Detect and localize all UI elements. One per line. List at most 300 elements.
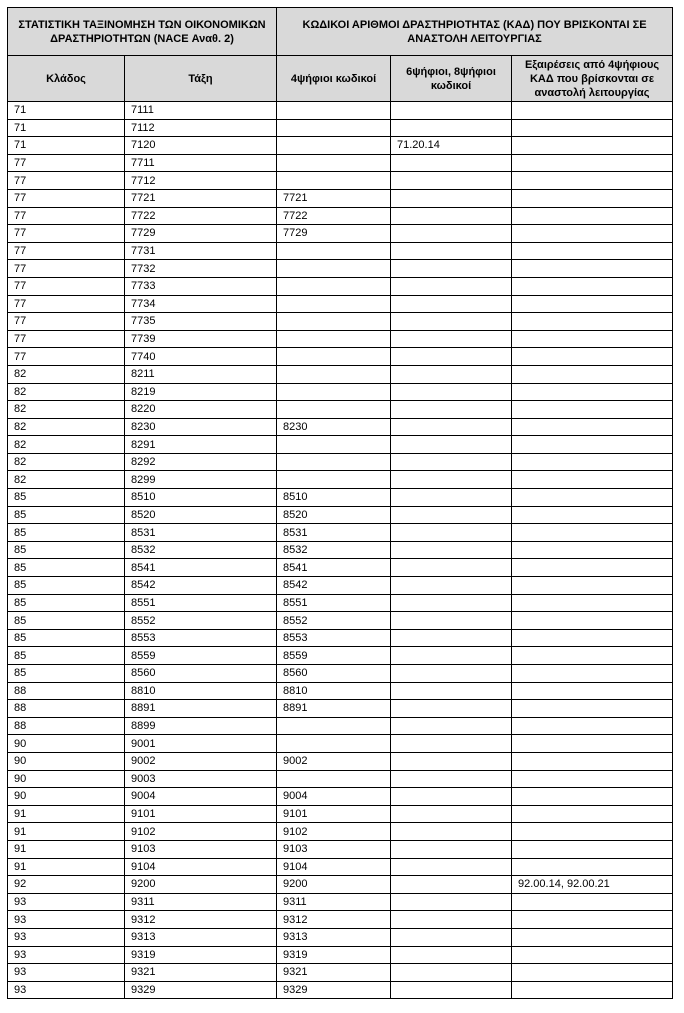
table-row (8, 102, 673, 120)
table-row (8, 752, 673, 770)
table-row (8, 260, 673, 278)
cell-6-8digit (391, 189, 512, 207)
cell-exceptions (512, 893, 673, 911)
cell-klados: 91 (8, 823, 125, 841)
table-row (8, 207, 673, 225)
cell-4digit: 8542 (277, 577, 391, 595)
cell-4digit: 9319 (277, 946, 391, 964)
cell-klados: 88 (8, 717, 125, 735)
table-row (8, 119, 673, 137)
cell-taxi: 8810 (125, 682, 277, 700)
cell-4digit: 9002 (277, 752, 391, 770)
table-row (8, 172, 673, 190)
cell-klados: 85 (8, 506, 125, 524)
table-row (8, 770, 673, 788)
cell-exceptions (512, 172, 673, 190)
cell-klados: 85 (8, 665, 125, 683)
cell-taxi: 8559 (125, 647, 277, 665)
cell-taxi: 7731 (125, 242, 277, 260)
table-row (8, 137, 673, 155)
cell-exceptions (512, 436, 673, 454)
cell-6-8digit (391, 788, 512, 806)
cell-taxi: 8891 (125, 700, 277, 718)
cell-exceptions (512, 453, 673, 471)
cell-exceptions (512, 805, 673, 823)
table-row (8, 365, 673, 383)
cell-6-8digit (391, 207, 512, 225)
table-row (8, 858, 673, 876)
cell-exceptions (512, 647, 673, 665)
table-row (8, 154, 673, 172)
cell-taxi: 9312 (125, 911, 277, 929)
cell-exceptions (512, 823, 673, 841)
cell-exceptions (512, 700, 673, 718)
cell-klados: 93 (8, 946, 125, 964)
cell-4digit: 9101 (277, 805, 391, 823)
cell-6-8digit (391, 752, 512, 770)
table-row (8, 436, 673, 454)
cell-klados: 85 (8, 612, 125, 630)
cell-6-8digit (391, 119, 512, 137)
cell-4digit: 9104 (277, 858, 391, 876)
cell-klados: 90 (8, 735, 125, 753)
cell-exceptions (512, 225, 673, 243)
cell-taxi: 7740 (125, 348, 277, 366)
cell-klados: 77 (8, 154, 125, 172)
cell-6-8digit (391, 471, 512, 489)
table-row (8, 506, 673, 524)
cell-taxi: 9001 (125, 735, 277, 753)
cell-4digit (277, 260, 391, 278)
cell-taxi: 7722 (125, 207, 277, 225)
cell-taxi: 9002 (125, 752, 277, 770)
table-row (8, 612, 673, 630)
cell-taxi: 9321 (125, 964, 277, 982)
cell-exceptions (512, 770, 673, 788)
table-row (8, 577, 673, 595)
cell-exceptions (512, 541, 673, 559)
cell-6-8digit (391, 330, 512, 348)
cell-exceptions (512, 189, 673, 207)
cell-exceptions (512, 471, 673, 489)
cell-4digit: 9103 (277, 840, 391, 858)
cell-exceptions (512, 313, 673, 331)
cell-4digit: 8810 (277, 682, 391, 700)
cell-taxi: 7711 (125, 154, 277, 172)
cell-6-8digit (391, 700, 512, 718)
cell-klados: 77 (8, 172, 125, 190)
cell-taxi: 8510 (125, 489, 277, 507)
cell-klados: 93 (8, 893, 125, 911)
cell-klados: 91 (8, 840, 125, 858)
table-row (8, 647, 673, 665)
cell-taxi: 8552 (125, 612, 277, 630)
column-header-klados: Κλάδος (8, 56, 125, 102)
cell-4digit (277, 770, 391, 788)
cell-taxi: 8520 (125, 506, 277, 524)
cell-taxi: 7732 (125, 260, 277, 278)
cell-4digit (277, 717, 391, 735)
cell-6-8digit (391, 964, 512, 982)
cell-klados: 85 (8, 594, 125, 612)
cell-klados: 91 (8, 805, 125, 823)
cell-6-8digit (391, 453, 512, 471)
cell-6-8digit (391, 665, 512, 683)
cell-klados: 77 (8, 348, 125, 366)
cell-taxi: 8553 (125, 629, 277, 647)
cell-taxi: 8899 (125, 717, 277, 735)
cell-klados: 77 (8, 260, 125, 278)
cell-exceptions (512, 577, 673, 595)
cell-4digit (277, 365, 391, 383)
cell-klados: 82 (8, 453, 125, 471)
cell-klados: 88 (8, 700, 125, 718)
cell-6-8digit (391, 365, 512, 383)
cell-4digit (277, 453, 391, 471)
cell-4digit: 9313 (277, 928, 391, 946)
table-row (8, 453, 673, 471)
cell-taxi: 9101 (125, 805, 277, 823)
cell-klados: 85 (8, 577, 125, 595)
table-row (8, 471, 673, 489)
cell-klados: 85 (8, 489, 125, 507)
cell-6-8digit (391, 541, 512, 559)
cell-klados: 90 (8, 752, 125, 770)
cell-exceptions (512, 594, 673, 612)
cell-exceptions (512, 612, 673, 630)
cell-4digit: 9102 (277, 823, 391, 841)
cell-6-8digit (391, 735, 512, 753)
cell-4digit: 9200 (277, 876, 391, 894)
cell-exceptions (512, 629, 673, 647)
cell-taxi: 8299 (125, 471, 277, 489)
cell-4digit: 8532 (277, 541, 391, 559)
cell-taxi: 7111 (125, 102, 277, 120)
cell-klados: 77 (8, 207, 125, 225)
cell-taxi: 7721 (125, 189, 277, 207)
cell-4digit (277, 383, 391, 401)
cell-klados: 82 (8, 383, 125, 401)
cell-6-8digit (391, 225, 512, 243)
cell-6-8digit (391, 946, 512, 964)
cell-exceptions (512, 964, 673, 982)
table-row (8, 330, 673, 348)
cell-taxi: 8541 (125, 559, 277, 577)
cell-6-8digit (391, 242, 512, 260)
cell-4digit (277, 277, 391, 295)
cell-6-8digit (391, 348, 512, 366)
cell-taxi: 9313 (125, 928, 277, 946)
cell-taxi: 8542 (125, 577, 277, 595)
cell-4digit (277, 436, 391, 454)
cell-6-8digit (391, 928, 512, 946)
table-row (8, 788, 673, 806)
cell-exceptions (512, 330, 673, 348)
cell-exceptions (512, 242, 673, 260)
cell-exceptions (512, 524, 673, 542)
table-row (8, 717, 673, 735)
cell-taxi: 8560 (125, 665, 277, 683)
cell-4digit: 9312 (277, 911, 391, 929)
table-row (8, 735, 673, 753)
table-row (8, 242, 673, 260)
cell-klados: 85 (8, 541, 125, 559)
cell-6-8digit (391, 418, 512, 436)
cell-exceptions (512, 260, 673, 278)
cell-exceptions (512, 928, 673, 946)
cell-exceptions (512, 506, 673, 524)
cell-6-8digit (391, 823, 512, 841)
table-row (8, 682, 673, 700)
cell-taxi: 8531 (125, 524, 277, 542)
cell-4digit (277, 295, 391, 313)
table-row (8, 805, 673, 823)
cell-4digit (277, 154, 391, 172)
nace-classification-header: ΣΤΑΤΙΣΤΙΚΗ ΤΑΞΙΝΟΜΗΣΗ ΤΩΝ ΟΙΚΟΝΟΜΙΚΩΝ ΔΡΑΣΤΗΡΙΟΤΗΤΩΝ (NACE Αναθ. 2) (8, 8, 277, 56)
cell-taxi: 8219 (125, 383, 277, 401)
cell-taxi: 9311 (125, 893, 277, 911)
cell-6-8digit (391, 172, 512, 190)
table-row (8, 189, 673, 207)
cell-6-8digit (391, 981, 512, 999)
table-row (8, 559, 673, 577)
cell-exceptions (512, 911, 673, 929)
cell-taxi: 7120 (125, 137, 277, 155)
cell-6-8digit (391, 489, 512, 507)
cell-4digit (277, 401, 391, 419)
cell-6-8digit (391, 858, 512, 876)
cell-6-8digit (391, 295, 512, 313)
cell-exceptions (512, 365, 673, 383)
kad-suspended-header: ΚΩΔΙΚΟΙ ΑΡΙΘΜΟΙ ΔΡΑΣΤΗΡΙΟΤΗΤΑΣ (ΚΑΔ) ΠΟΥ ΒΡΙΣΚΟΝΤΑΙ ΣΕ ΑΝΑΣΤΟΛΗ ΛΕΙΤΟΥΡΓΙΑΣ (277, 8, 673, 56)
cell-6-8digit (391, 893, 512, 911)
cell-klados: 77 (8, 313, 125, 331)
cell-4digit: 7729 (277, 225, 391, 243)
cell-4digit: 8553 (277, 629, 391, 647)
cell-6-8digit (391, 629, 512, 647)
cell-taxi: 8211 (125, 365, 277, 383)
cell-6-8digit (391, 401, 512, 419)
column-header-taxi: Τάξη (125, 56, 277, 102)
cell-klados: 71 (8, 137, 125, 155)
cell-4digit: 9321 (277, 964, 391, 982)
cell-taxi: 8291 (125, 436, 277, 454)
cell-6-8digit (391, 717, 512, 735)
cell-exceptions (512, 418, 673, 436)
cell-6-8digit (391, 260, 512, 278)
cell-exceptions (512, 489, 673, 507)
cell-klados: 82 (8, 418, 125, 436)
cell-4digit: 8891 (277, 700, 391, 718)
cell-exceptions (512, 665, 673, 683)
cell-taxi: 7733 (125, 277, 277, 295)
cell-klados: 82 (8, 471, 125, 489)
table-row (8, 665, 673, 683)
cell-6-8digit (391, 524, 512, 542)
table-row (8, 928, 673, 946)
cell-klados: 71 (8, 102, 125, 120)
cell-4digit: 8541 (277, 559, 391, 577)
cell-4digit: 8520 (277, 506, 391, 524)
column-header-6-8digit: 6ψήφιοι, 8ψήφιοι κωδικοί (391, 56, 512, 102)
cell-exceptions (512, 154, 673, 172)
cell-klados: 77 (8, 242, 125, 260)
cell-4digit (277, 735, 391, 753)
cell-exceptions (512, 102, 673, 120)
cell-4digit: 8510 (277, 489, 391, 507)
cell-exceptions (512, 717, 673, 735)
cell-klados: 85 (8, 559, 125, 577)
cell-6-8digit (391, 102, 512, 120)
table-row (8, 489, 673, 507)
cell-4digit: 9311 (277, 893, 391, 911)
table-row (8, 981, 673, 999)
cell-6-8digit (391, 277, 512, 295)
cell-4digit (277, 313, 391, 331)
cell-klados: 77 (8, 225, 125, 243)
table-row (8, 823, 673, 841)
cell-taxi: 9200 (125, 876, 277, 894)
cell-exceptions (512, 401, 673, 419)
cell-taxi: 8230 (125, 418, 277, 436)
cell-exceptions (512, 277, 673, 295)
cell-klados: 77 (8, 189, 125, 207)
cell-klados: 90 (8, 770, 125, 788)
cell-6-8digit: 71.20.14 (391, 137, 512, 155)
cell-4digit (277, 102, 391, 120)
column-header-exceptions: Εξαιρέσεις από 4ψήφιους ΚΑΔ που βρίσκονται σε αναστολή λειτουργίας (512, 56, 673, 102)
cell-exceptions (512, 383, 673, 401)
cell-taxi: 9003 (125, 770, 277, 788)
cell-klados: 85 (8, 629, 125, 647)
table-row (8, 277, 673, 295)
cell-klados: 93 (8, 981, 125, 999)
cell-taxi: 9329 (125, 981, 277, 999)
cell-klados: 77 (8, 330, 125, 348)
cell-exceptions (512, 559, 673, 577)
table-body (8, 102, 673, 999)
cell-4digit: 8531 (277, 524, 391, 542)
cell-taxi: 9319 (125, 946, 277, 964)
table-row (8, 541, 673, 559)
cell-taxi: 9102 (125, 823, 277, 841)
table-row (8, 594, 673, 612)
table-row (8, 893, 673, 911)
table-row (8, 876, 673, 894)
table-row (8, 524, 673, 542)
cell-klados: 71 (8, 119, 125, 137)
cell-taxi: 9103 (125, 840, 277, 858)
cell-exceptions (512, 295, 673, 313)
cell-4digit (277, 471, 391, 489)
cell-exceptions (512, 682, 673, 700)
cell-6-8digit (391, 313, 512, 331)
cell-4digit (277, 348, 391, 366)
cell-klados: 85 (8, 647, 125, 665)
cell-klados: 90 (8, 788, 125, 806)
cell-klados: 77 (8, 295, 125, 313)
cell-4digit: 8551 (277, 594, 391, 612)
cell-klados: 82 (8, 436, 125, 454)
cell-taxi: 7729 (125, 225, 277, 243)
cell-6-8digit (391, 383, 512, 401)
cell-taxi: 7712 (125, 172, 277, 190)
cell-4digit: 7722 (277, 207, 391, 225)
cell-klados: 82 (8, 401, 125, 419)
cell-4digit: 8560 (277, 665, 391, 683)
cell-6-8digit (391, 911, 512, 929)
cell-4digit (277, 242, 391, 260)
table-row (8, 964, 673, 982)
cell-exceptions (512, 981, 673, 999)
cell-klados: 93 (8, 928, 125, 946)
cell-6-8digit (391, 577, 512, 595)
table-row (8, 348, 673, 366)
cell-4digit: 8552 (277, 612, 391, 630)
cell-taxi: 7739 (125, 330, 277, 348)
cell-taxi: 7734 (125, 295, 277, 313)
cell-klados: 85 (8, 524, 125, 542)
cell-6-8digit (391, 594, 512, 612)
cell-4digit: 9329 (277, 981, 391, 999)
cell-4digit (277, 137, 391, 155)
cell-6-8digit (391, 506, 512, 524)
cell-exceptions (512, 946, 673, 964)
cell-klados: 93 (8, 911, 125, 929)
cell-taxi: 9004 (125, 788, 277, 806)
cell-4digit (277, 172, 391, 190)
cell-taxi: 8551 (125, 594, 277, 612)
cell-6-8digit (391, 805, 512, 823)
cell-4digit (277, 330, 391, 348)
cell-klados: 92 (8, 876, 125, 894)
cell-exceptions (512, 735, 673, 753)
cell-klados: 82 (8, 365, 125, 383)
cell-exceptions (512, 752, 673, 770)
cell-taxi: 7735 (125, 313, 277, 331)
cell-6-8digit (391, 612, 512, 630)
kad-suspension-table (7, 7, 673, 999)
cell-klados: 91 (8, 858, 125, 876)
cell-taxi: 8292 (125, 453, 277, 471)
cell-6-8digit (391, 154, 512, 172)
table-row (8, 313, 673, 331)
cell-4digit (277, 119, 391, 137)
cell-4digit: 8559 (277, 647, 391, 665)
table-row (8, 401, 673, 419)
cell-exceptions (512, 840, 673, 858)
column-header-4digit: 4ψήφιοι κωδικοί (277, 56, 391, 102)
cell-6-8digit (391, 840, 512, 858)
cell-6-8digit (391, 876, 512, 894)
cell-taxi: 9104 (125, 858, 277, 876)
table-row (8, 946, 673, 964)
table-row (8, 418, 673, 436)
cell-klados: 93 (8, 964, 125, 982)
cell-4digit: 9004 (277, 788, 391, 806)
cell-taxi: 7112 (125, 119, 277, 137)
table-row (8, 629, 673, 647)
cell-6-8digit (391, 647, 512, 665)
cell-4digit: 8230 (277, 418, 391, 436)
cell-taxi: 8220 (125, 401, 277, 419)
cell-6-8digit (391, 559, 512, 577)
cell-6-8digit (391, 682, 512, 700)
cell-4digit: 7721 (277, 189, 391, 207)
table-row (8, 911, 673, 929)
cell-6-8digit (391, 770, 512, 788)
cell-exceptions (512, 348, 673, 366)
